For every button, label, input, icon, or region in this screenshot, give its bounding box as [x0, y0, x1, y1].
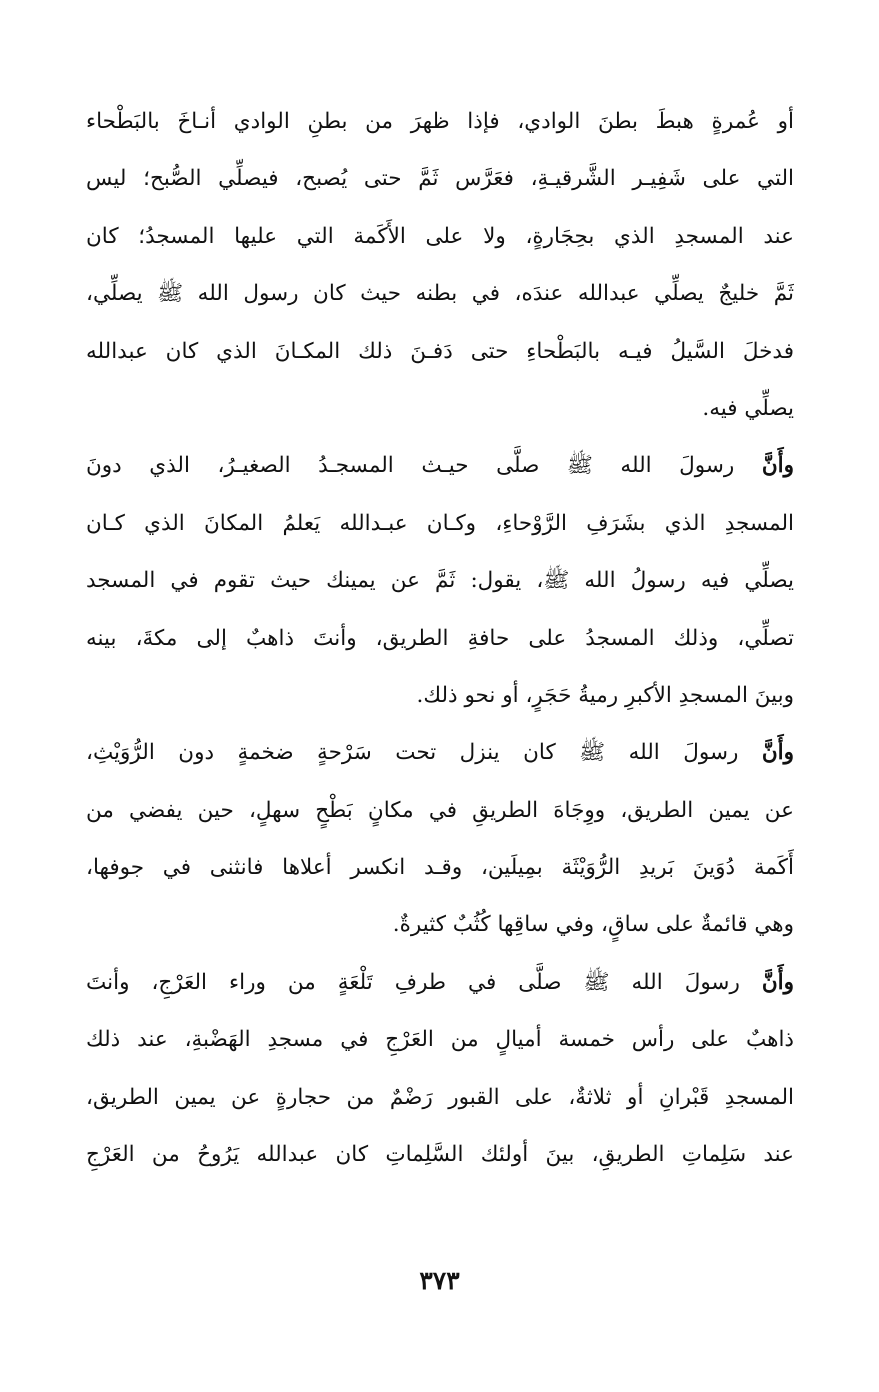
- text-line: [86, 959, 794, 1016]
- text-line: ثَمَّ خليجٌ يصلِّي عبدالله عندَه، في بطنه حيث كان رسول الله ﷺ يصلِّي،: [86, 281, 794, 307]
- page-number: ٣٧٣: [419, 1266, 460, 1295]
- text-line: وهي قائمةٌ على ساقٍ، وفي ساقِها كُثُبٌ كثيرةٌ.: [392, 912, 794, 938]
- paragraph-lead-word: وأَنَّ: [761, 969, 794, 995]
- text-line-rest: رسولَ الله ﷺ صلَّى حيـث المسجـدُ الصغيـرُ، الذي دونَ: [86, 453, 762, 479]
- text-line: عند المسجدِ الذي بحِجَارةٍ، ولا على الأَكَمة التي عليها المسجدُ؛ كان: [86, 223, 794, 249]
- text-line: يصلِّي فيه رسولُ الله ﷺ، يقول: ثَمَّ عن يمينك حيث تقوم في المسجد: [86, 568, 794, 594]
- text-line: المسجدِ قَبْرانِ أو ثلاثةٌ، على القبور رَضْمٌ من حجارةٍ عن يمين الطريق،: [86, 1084, 794, 1110]
- text-line: تصلِّي، وذلك المسجدُ على حافةِ الطريق، وأنتَ ذاهبٌ إلى مكةَ، بينه: [86, 625, 794, 651]
- text-line: عن يمين الطريق، ووِجَاهَ الطريقِ في مكانٍ بَطْحٍ سهلٍ، حين يفضي من: [86, 797, 794, 823]
- text-line-rest: رسولَ الله ﷺ صلَّى في طرفِ تَلْعَةٍ من وراء العَرْجِ، وأنتَ: [86, 969, 762, 995]
- text-line-rest: رسولَ الله ﷺ كان ينزل تحت سَرْحةٍ ضخمةٍ دون الرُّوَيْثِ،: [86, 740, 762, 766]
- text-line: [86, 442, 794, 499]
- paragraph-lead-word: وأَنَّ: [761, 453, 794, 479]
- text-line: التي على شَفِيـر الشَّرقيـةِ، فعَرَّس ثَمَّ حتى يُصبح، فيصلِّي الصُّبح؛ ليس: [86, 166, 794, 192]
- text-line: وبينَ المسجدِ الأكبرِ رميةُ حَجَرٍ، أو نحو ذلك.: [416, 682, 794, 708]
- text-line: فدخلَ السَّيلُ فيـه بالبَطْحاءِ حتى دَفـنَ ذلك المكـانَ الذي كان عبدالله: [86, 338, 794, 364]
- paragraph-1: [86, 98, 794, 442]
- text-line: عند سَلِماتِ الطريقِ، بينَ أولئك السَّلِماتِ كان عبدالله يَرُوحُ من العَرْجِ: [86, 1142, 794, 1168]
- text-line: [86, 729, 794, 786]
- page-body-text: [86, 98, 794, 1188]
- text-line: المسجدِ الذي بشَرَفِ الرَّوْحاءِ، وكـان عبـدالله يَعلمُ المكانَ الذي كـان: [86, 510, 794, 536]
- paragraph-lead-word: وأَنَّ: [761, 740, 794, 766]
- text-line: أو عُمرةٍ هبطَ بطنَ الوادي، فإذا ظهرَ من بطنِ الوادي أنـاخَ بالبَطْحاء: [86, 109, 794, 134]
- paragraph-3: [86, 729, 794, 959]
- text-line: ذاهبٌ على رأس خمسة أميالٍ من العَرْجِ في مسجدِ الهَضْبةِ، عند ذلك: [86, 1027, 794, 1053]
- text-line: يصلِّي فيه.: [702, 395, 794, 421]
- paragraph-4: [86, 959, 794, 1189]
- paragraph-2: [86, 442, 794, 729]
- text-line: أَكَمة دُوَينَ بَريدِ الرُّوَيْثَة بمِيلَين، وقـد انكسر أعلاها فانثنى في جوفها،: [86, 855, 794, 881]
